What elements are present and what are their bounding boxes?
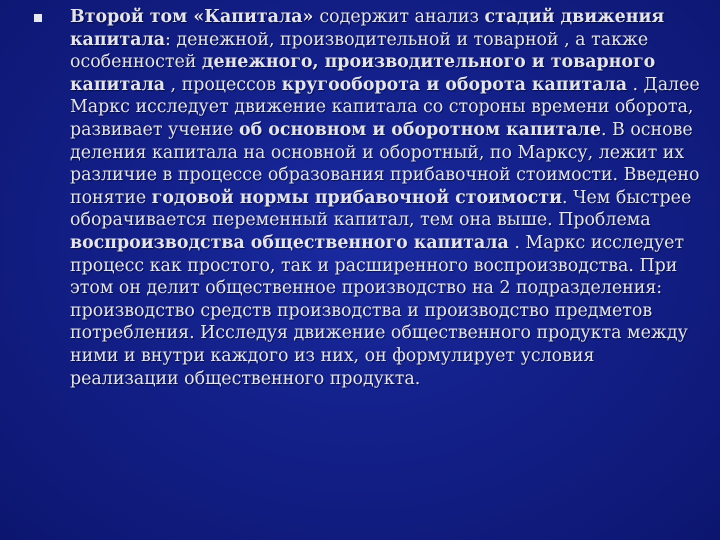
text-segment-bold: кругооборота и оборота капитала — [281, 74, 627, 95]
text-segment: . Маркс исследует процесс как простого, так и расширенного воспроизводства. При этом он делит общественное производство на 2 подразделения: производство средств производства и производство предметов потребления. Исследуя движение общественного продукта между ними и внутри каждого из них, он формулирует условия реализации общественного продукта. — [70, 232, 688, 389]
text-segment: содержит анализ — [319, 7, 485, 27]
text-segment: . Далее Маркс исследует движение капитала со стороны времени оборота, развивает учение — [70, 74, 700, 140]
text-segment-bold: Второй том «Капитала» — [70, 7, 320, 27]
bullet-text — [70, 6, 702, 390]
square-bullet-icon — [34, 14, 42, 22]
text-segment: : денежной, производительной и товарной , а также особенностей — [70, 29, 649, 73]
text-segment: , процессов — [165, 74, 282, 95]
text-segment: . Чем быстрее оборачивается переменный капитал, тем она выше. Проблема — [70, 187, 692, 231]
text-segment-bold: об основном и оборотном капитале — [239, 119, 601, 140]
text-segment: . В основе деления капитала на основной и оборотный, по Марксу, лежит их различие в процессе образования прибавочной стоимости. Введено понятие — [70, 119, 700, 208]
text-segment-bold: воспроизводства общественного капитала — [70, 232, 509, 253]
text-segment-bold: годовой нормы прибавочной стоимости — [151, 187, 563, 208]
text-segment-bold: денежного, производительного и товарного капитала — [70, 52, 656, 95]
text-segment-bold: стадий движения капитала — [70, 7, 665, 50]
